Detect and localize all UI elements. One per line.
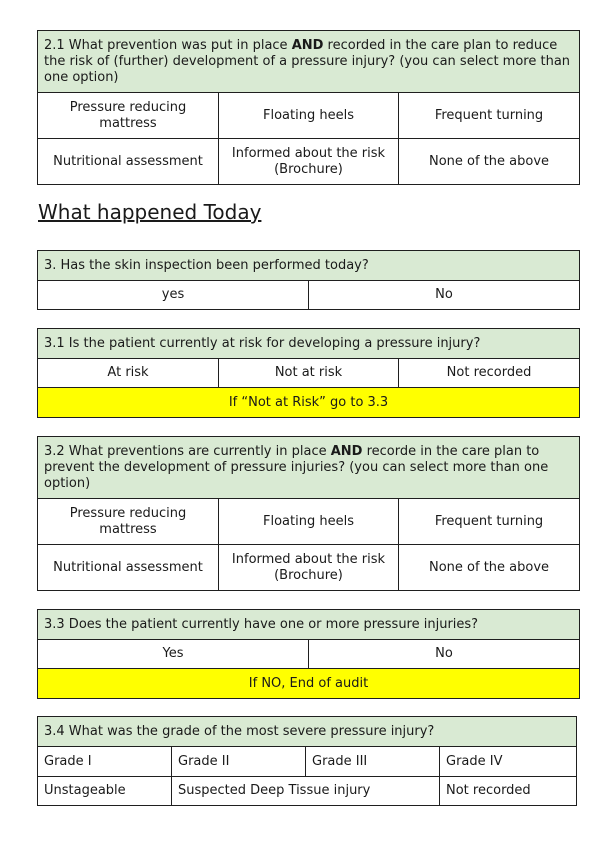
- option-yes[interactable]: yes: [38, 281, 309, 310]
- option-informed-about-risk[interactable]: Informed about the risk (Brochure): [219, 545, 399, 591]
- option-grade-1[interactable]: Grade I: [38, 747, 172, 777]
- option-floating-heels[interactable]: Floating heels: [219, 499, 399, 545]
- skip-note-3-1: If “Not at Risk” go to 3.3: [38, 388, 580, 418]
- question-2-1: 2.1 What prevention was put in place AND recorded in the care plan to reduce the risk of (further) development of a pressure injury? (you can select more than one option): [38, 31, 580, 93]
- option-no[interactable]: No: [309, 640, 580, 669]
- option-informed-about-risk[interactable]: Informed about the risk (Brochure): [219, 139, 399, 185]
- question-3-2-table: [37, 436, 580, 591]
- option-pressure-reducing-mattress[interactable]: Pressure reducing mattress: [38, 93, 219, 139]
- section-heading: What happened Today: [38, 200, 262, 224]
- option-no[interactable]: No: [309, 281, 580, 310]
- option-not-at-risk[interactable]: Not at risk: [219, 359, 399, 388]
- option-nutritional-assessment[interactable]: Nutritional assessment: [38, 139, 219, 185]
- skip-note-3-3: If NO, End of audit: [38, 669, 580, 699]
- option-unstageable[interactable]: Unstageable: [38, 777, 172, 806]
- option-yes[interactable]: Yes: [38, 640, 309, 669]
- question-3-4: 3.4 What was the grade of the most severe pressure injury?: [38, 717, 577, 747]
- option-not-recorded[interactable]: Not recorded: [440, 777, 577, 806]
- question-2-1-table: [37, 30, 580, 185]
- question-3-3: 3.3 Does the patient currently have one or more pressure injuries?: [38, 610, 580, 640]
- option-at-risk[interactable]: At risk: [38, 359, 219, 388]
- question-3: 3. Has the skin inspection been performed today?: [38, 251, 580, 281]
- question-3-table: [37, 250, 580, 310]
- option-pressure-reducing-mattress[interactable]: Pressure reducing mattress: [38, 499, 219, 545]
- option-suspected-deep-tissue-injury[interactable]: Suspected Deep Tissue injury: [172, 777, 440, 806]
- option-floating-heels[interactable]: Floating heels: [219, 93, 399, 139]
- option-grade-3[interactable]: Grade III: [306, 747, 440, 777]
- question-3-2: 3.2 What preventions are currently in place AND recorde in the care plan to prevent the development of pressure injuries? (you can select more than one option): [38, 437, 580, 499]
- option-not-recorded[interactable]: Not recorded: [399, 359, 580, 388]
- option-frequent-turning[interactable]: Frequent turning: [399, 93, 580, 139]
- question-3-1-table: [37, 328, 580, 418]
- option-frequent-turning[interactable]: Frequent turning: [399, 499, 580, 545]
- question-3-3-table: [37, 609, 580, 699]
- option-grade-4[interactable]: Grade IV: [440, 747, 577, 777]
- question-3-4-table: [37, 716, 577, 806]
- option-nutritional-assessment[interactable]: Nutritional assessment: [38, 545, 219, 591]
- option-grade-2[interactable]: Grade II: [172, 747, 306, 777]
- option-none-of-the-above[interactable]: None of the above: [399, 545, 580, 591]
- question-3-1: 3.1 Is the patient currently at risk for developing a pressure injury?: [38, 329, 580, 359]
- option-none-of-the-above[interactable]: None of the above: [399, 139, 580, 185]
